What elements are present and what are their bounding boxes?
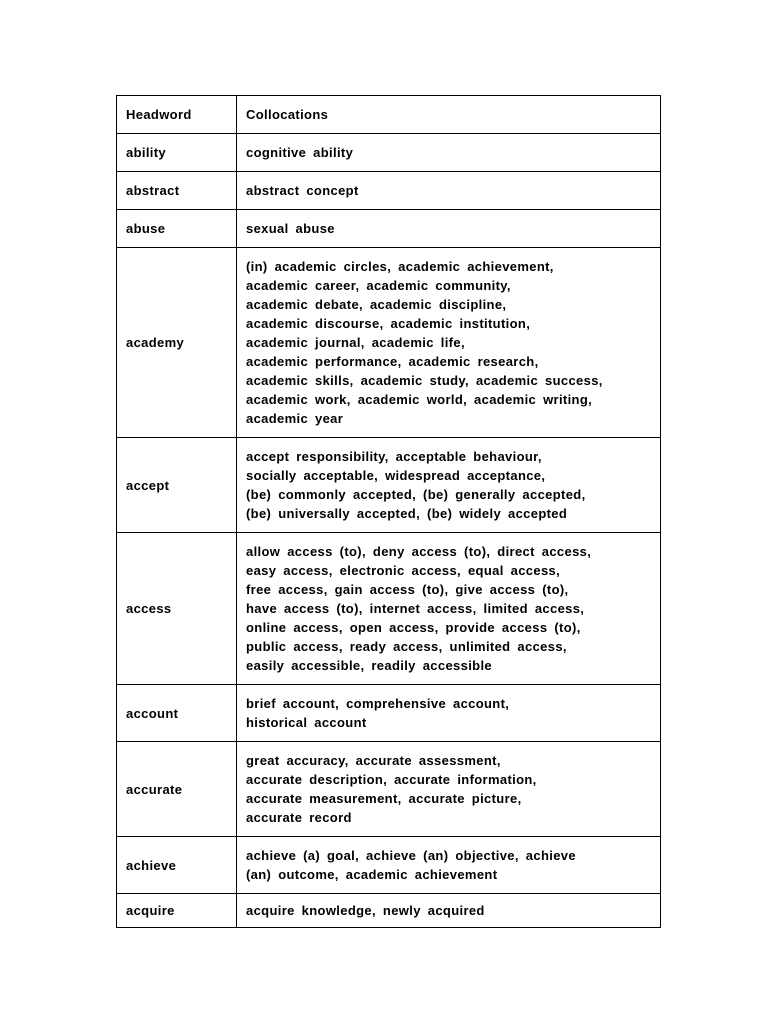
headword-cell: achieve	[117, 837, 237, 894]
collocation-line: accurate record	[246, 810, 352, 825]
collocations-cell	[237, 685, 661, 742]
headword-cell: account	[117, 685, 237, 742]
collocation-line: brief account, comprehensive account,	[246, 696, 510, 711]
collocation-line: allow access (to), deny access (to), direct access,	[246, 544, 592, 559]
collocation-line: (in) academic circles, academic achievement,	[246, 259, 554, 274]
collocations-cell	[237, 742, 661, 837]
collocations-table	[116, 95, 661, 928]
headword-cell: abuse	[117, 210, 237, 248]
headword-cell: academy	[117, 248, 237, 438]
table-row	[117, 685, 661, 742]
headword-cell: ability	[117, 134, 237, 172]
collocation-line: easily accessible, readily accessible	[246, 658, 493, 673]
table-row	[117, 438, 661, 533]
collocation-line: academic debate, academic discipline,	[246, 297, 507, 312]
collocation-line: achieve (a) goal, achieve (an) objective, achieve	[246, 848, 576, 863]
collocation-line: academic work, academic world, academic writing,	[246, 392, 593, 407]
collocations-cell	[237, 210, 661, 248]
header-collocations: Collocations	[237, 96, 661, 134]
collocation-line: accurate measurement, accurate picture,	[246, 791, 522, 806]
table-row	[117, 837, 661, 894]
collocation-line: academic discourse, academic institution,	[246, 316, 531, 331]
collocation-line: sexual abuse	[246, 221, 335, 236]
collocation-line: online access, open access, provide access (to),	[246, 620, 581, 635]
collocation-line: easy access, electronic access, equal access,	[246, 563, 561, 578]
table-row	[117, 533, 661, 685]
table-row	[117, 894, 661, 928]
headword-cell: accept	[117, 438, 237, 533]
collocations-cell	[237, 172, 661, 210]
collocation-line: academic skills, academic study, academic success,	[246, 373, 603, 388]
collocation-line: cognitive ability	[246, 145, 354, 160]
table-row	[117, 742, 661, 837]
collocation-line: historical account	[246, 715, 367, 730]
collocations-cell	[237, 533, 661, 685]
collocations-cell	[237, 248, 661, 438]
collocation-line: accurate description, accurate information,	[246, 772, 537, 787]
collocations-cell	[237, 837, 661, 894]
collocation-line: free access, gain access (to), give access (to),	[246, 582, 569, 597]
collocation-line: great accuracy, accurate assessment,	[246, 753, 501, 768]
collocation-line: abstract concept	[246, 183, 359, 198]
table-row	[117, 248, 661, 438]
collocation-line: (be) universally accepted, (be) widely accepted	[246, 506, 568, 521]
table-row	[117, 134, 661, 172]
headword-cell: abstract	[117, 172, 237, 210]
collocation-line: academic year	[246, 411, 344, 426]
collocation-line: accept responsibility, acceptable behaviour,	[246, 449, 542, 464]
header-headword: Headword	[117, 96, 237, 134]
table-header-row	[117, 96, 661, 134]
collocation-line: socially acceptable, widespread acceptance,	[246, 468, 546, 483]
collocation-line: academic journal, academic life,	[246, 335, 465, 350]
collocations-cell	[237, 894, 661, 928]
collocation-line: public access, ready access, unlimited access,	[246, 639, 567, 654]
headword-cell: access	[117, 533, 237, 685]
collocation-line: academic career, academic community,	[246, 278, 511, 293]
collocation-line: academic performance, academic research,	[246, 354, 539, 369]
collocations-cell	[237, 438, 661, 533]
collocation-line: acquire knowledge, newly acquired	[246, 903, 485, 918]
table-row	[117, 210, 661, 248]
headword-cell: accurate	[117, 742, 237, 837]
table-row	[117, 172, 661, 210]
collocation-line: (an) outcome, academic achievement	[246, 867, 498, 882]
collocations-cell	[237, 134, 661, 172]
collocation-line: (be) commonly accepted, (be) generally accepted,	[246, 487, 586, 502]
collocation-line: have access (to), internet access, limited access,	[246, 601, 585, 616]
headword-cell: acquire	[117, 894, 237, 928]
table-body	[117, 96, 661, 928]
